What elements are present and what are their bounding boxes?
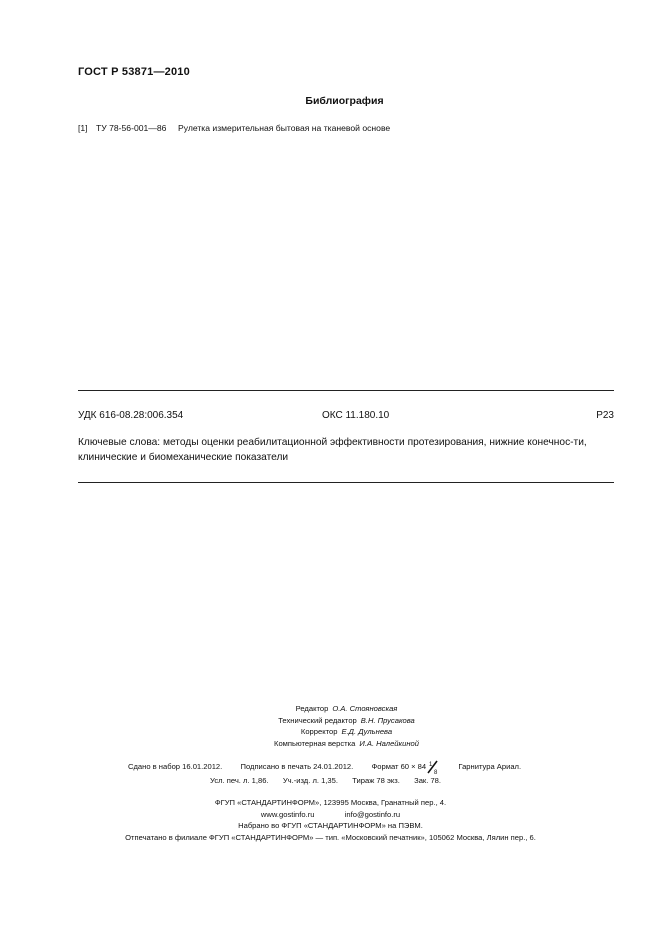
entry-number: [1] <box>78 123 88 133</box>
publishing-line-2 <box>210 776 441 785</box>
bibliography-entry <box>78 123 390 133</box>
svg-text:1: 1 <box>429 762 433 768</box>
order-number: Зак. 78. <box>414 776 442 785</box>
publisher-sheets: Уч.-изд. л. 1,35. <box>282 776 338 785</box>
divider-bottom <box>78 482 614 483</box>
email-link[interactable]: info@gostinfo.ru <box>344 809 401 819</box>
format-fraction <box>426 761 440 773</box>
imprint-printer: Отпечатано в филиале ФГУП «СТАНДАРТИНФОРМ» — тип. «Московский печатник», 105062 Москва, Лялин пер., 6. <box>125 832 536 842</box>
credit-tech-editor: Технический редактор В.Н. Прусакова <box>278 715 415 725</box>
divider-top <box>78 390 614 391</box>
oks-code: ОКС 11.180.10 <box>322 410 390 421</box>
group-code: Р23 <box>596 410 614 421</box>
imprint-block <box>0 797 661 843</box>
website-link[interactable]: www.gostinfo.ru <box>260 809 315 819</box>
svg-text:8: 8 <box>434 770 438 775</box>
credit-layout: Компьютерная верстка И.А. Налейкиной <box>274 738 419 748</box>
entry-code: ТУ 78-56-001—86 <box>96 123 167 133</box>
bibliography-title: Библиография <box>305 95 384 107</box>
imprint-typeset: Набрано во ФГУП «СТАНДАРТИНФОРМ» на ПЭВМ. <box>238 821 423 830</box>
signed-date: Подписано в печать 24.01.2012. <box>240 762 354 771</box>
credits-block <box>0 703 661 749</box>
print-run: Тираж 78 экз. <box>352 776 400 785</box>
publishing-line-1 <box>128 761 521 773</box>
credit-corrector: Корректор Е.Д. Дульнева <box>300 727 393 736</box>
keywords-paragraph: Ключевые слова: методы оценки реабилитационной эффективности протезирования, нижние конечнос-ти, клинические и биомеханические показатели <box>78 437 587 463</box>
format-label: Формат 60 × 84 <box>371 762 427 771</box>
document-id: ГОСТ Р 53871—2010 <box>78 66 190 78</box>
imprint-contacts <box>0 809 661 821</box>
printed-sheets: Усл. печ. л. 1,86. <box>210 776 269 785</box>
udk-code: УДК 616-08.28:006.354 <box>78 410 184 421</box>
font-info: Гарнитура Ариал. <box>458 762 522 771</box>
entry-text: Рулетка измерительная бытовая на тканевой основе <box>178 123 391 133</box>
typeset-date: Сдано в набор 16.01.2012. <box>128 762 223 771</box>
credit-editor: Редактор О.А. Стояновская <box>295 704 398 713</box>
imprint-address: ФГУП «СТАНДАРТИНФОРМ», 123995 Москва, Гранатный пер., 4. <box>214 798 447 807</box>
